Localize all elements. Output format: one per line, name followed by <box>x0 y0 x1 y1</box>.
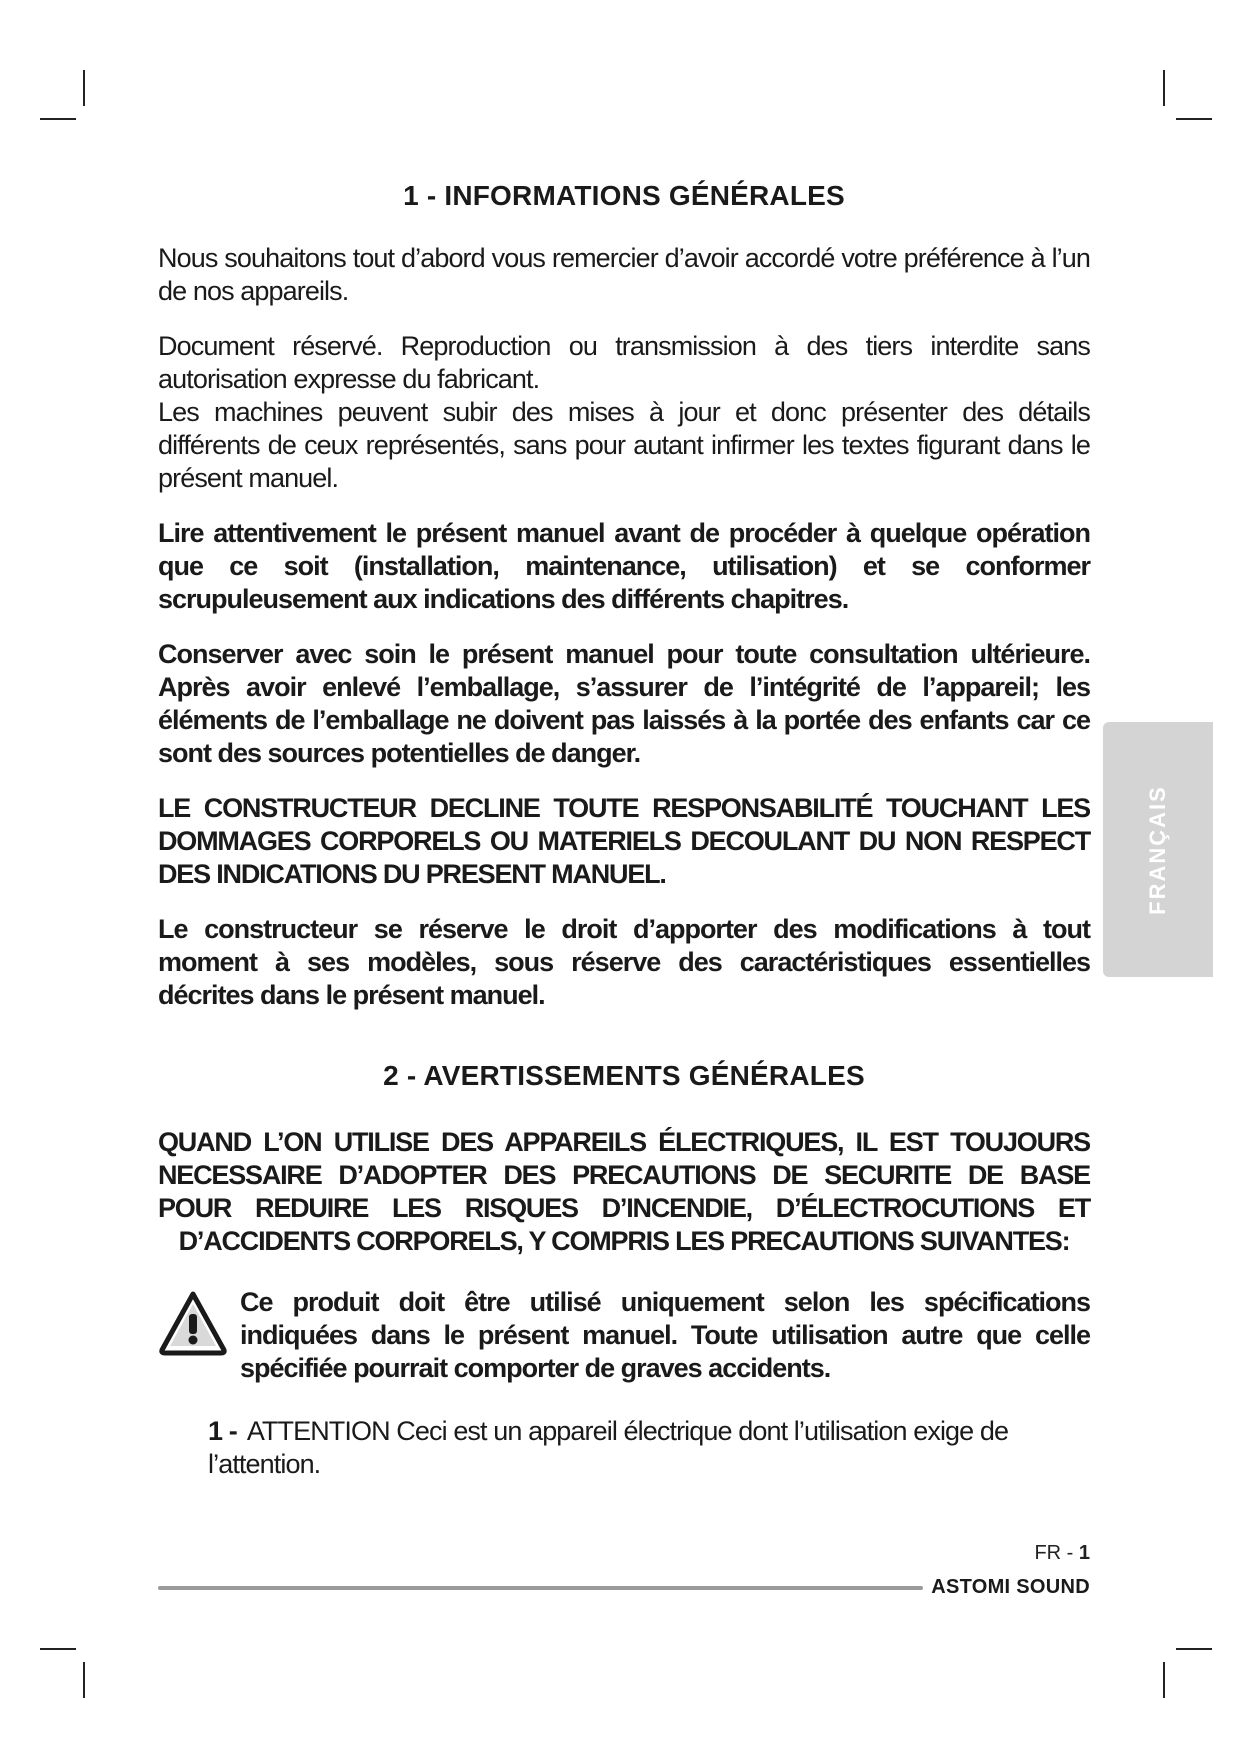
warning-triangle-icon <box>158 1290 228 1356</box>
intro-paragraph: Nous souhaitons tout d’abord vous remercier d’avoir accordé votre préférence à l’un de nos appareils. <box>158 243 1090 306</box>
warning-text: Ce produit doit être utilisé uniquement selon les spécifications indiquées dans le présent manuel. Toute utilisation autre que celle spécifiée pourrait comporter de graves accidents. <box>240 1287 1090 1383</box>
page-content <box>158 180 1090 1481</box>
crop-mark <box>40 118 76 120</box>
language-tab-label: FRANÇAIS <box>1145 784 1170 915</box>
section-2-title: 2 - AVERTISSEMENTS GÉNÉRALES <box>383 1060 865 1091</box>
precautions-intro: QUAND L’ON UTILISE DES APPAREILS ÉLECTRIQUES, IL EST TOUJOURS NECESSAIRE D’ADOPTER DES PRECAUTIONS DE SECURITE DE BASE POUR REDUIRE LES RISQUES D’INCENDIE, D’ÉLECTROCUTIONS ET D’ACCIDENTS CORPORELS, Y COMPRIS LES PRECAUTIONS SUIVANTES: <box>158 1127 1090 1256</box>
crop-mark <box>1176 118 1212 120</box>
page-number-value: 1 <box>1078 1542 1090 1564</box>
keep-manual-paragraph: Conserver avec soin le présent manuel pour toute consultation ultérieure. Après avoir enlevé l’emballage, s’assurer de l’intégrité de l’appareil; les éléments de l’emballage ne doivent pas laissés à la portée des enfants car ce sont des sources potentielles de danger. <box>158 639 1090 768</box>
crop-mark <box>1163 1662 1165 1698</box>
list-item <box>158 1415 1090 1481</box>
footer-divider <box>158 1586 923 1590</box>
language-tab <box>1103 722 1213 977</box>
list-item-text: ATTENTION Ceci est un appareil électrique dont l’utilisation exige de l’attention. <box>208 1416 1009 1479</box>
crop-mark <box>1163 70 1165 106</box>
crop-mark <box>83 70 85 106</box>
page-prefix: FR - <box>1034 1542 1079 1564</box>
reserved-paragraph <box>158 330 1090 495</box>
read-manual-paragraph: Lire attentivement le présent manuel avant de procéder à quelque opération que ce soit (installation, maintenance, utilisation) et se conformer scrupuleusement aux indications des différents chapitres. <box>158 518 1090 614</box>
brand-name: ASTOMI SOUND <box>931 1576 1090 1598</box>
crop-mark <box>40 1648 76 1650</box>
crop-mark <box>1176 1648 1212 1650</box>
reserved-text: Document réservé. Reproduction ou transmission à des tiers interdite sans autorisation expresse du fabricant. <box>158 331 1090 394</box>
page-number <box>1034 1542 1090 1565</box>
crop-mark <box>83 1662 85 1698</box>
list-item-number: 1 - <box>208 1416 237 1446</box>
liability-paragraph: LE CONSTRUCTEUR DECLINE TOUTE RESPONSABILITÉ TOUCHANT LES DOMMAGES CORPORELS OU MATERIELS DECOULANT DU NON RESPECT DES INDICATIONS DU PRESENT MANUEL. <box>158 793 1090 889</box>
updates-text: Les machines peuvent subir des mises à jour et donc présenter des détails différents de ceux représentés, sans pour autant infirmer les textes figurant dans le présent manuel. <box>158 397 1090 493</box>
section-1-title: 1 - INFORMATIONS GÉNÉRALES <box>403 180 845 211</box>
modifications-paragraph: Le constructeur se réserve le droit d’apporter des modifications à tout moment à ses modèles, sous réserve des caractéristiques essentielles décrites dans le présent manuel. <box>158 914 1090 1010</box>
warning-block <box>158 1286 1090 1385</box>
